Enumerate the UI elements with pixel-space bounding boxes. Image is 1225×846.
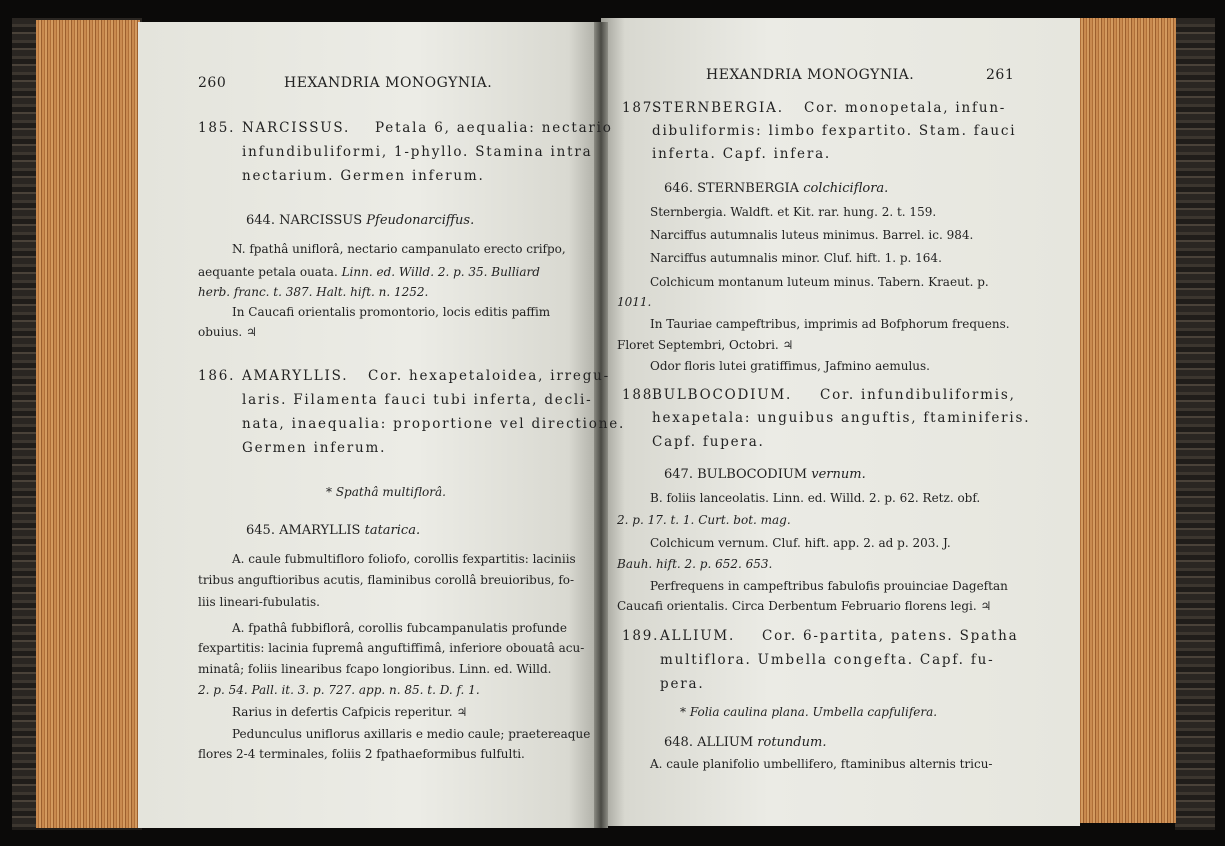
subgroup-heading: * Folia caulina plana. Umbella capfulifera. (680, 705, 938, 719)
genus-description-line: Cor. hexapetaloidea, irregu- (368, 368, 610, 384)
genus-description-line: inferta. Capf. infera. (652, 146, 832, 162)
genus-description-line: Germen inferum. (242, 440, 387, 456)
genus-description-line: Cor. 6-partita, patens. Spatha (762, 628, 1019, 644)
species-text-line: Rarius in defertis Cafpicis reperitur. ♃ (232, 705, 468, 719)
species-text-line: aequante petala ouata. Linn. ed. Willd. 2. p. 35. Bulliard (198, 265, 540, 279)
genus-description-line: hexapetala: unguibus anguftis, ftaminiferis. (652, 410, 1031, 426)
species-text-line: Floret Septembri, Octobri. ♃ (617, 338, 794, 352)
genus-description-line: Cor. infundibuliformis, (820, 387, 1016, 403)
page-edges-right (1072, 18, 1176, 823)
species-text-line: Perfrequens in campeftribus fabulofis prouinciae Dageftan (650, 579, 1008, 593)
genus-number: 189. (622, 628, 660, 644)
species-text-line: Narciffus autumnalis luteus minimus. Barrel. ic. 984. (650, 228, 974, 242)
genus-number: 188. (622, 387, 660, 403)
species-text-line: Narciffus autumnalis minor. Cluf. hift. 1. p. 164. (650, 251, 942, 265)
left-page-number: 260 (198, 75, 227, 91)
species-text-line: Sternbergia. Waldft. et Kit. rar. hung. 2. t. 159. (650, 205, 937, 219)
genus-description-line: Petala 6, aequalia: nectario (375, 120, 613, 136)
genus-name: NARCISSUS. (242, 120, 351, 136)
genus-description-line: dibuliformis: limbo fexpartito. Stam. fauci (652, 123, 1017, 139)
species-text-line: Caucafi orientalis. Circa Derbentum Februario florens legi. ♃ (617, 599, 992, 613)
genus-description-line: infundibuliformi, 1-phyllo. Stamina intra (242, 144, 593, 160)
species-text-line: In Tauriae campeftribus, imprimis ad Bofphorum frequens. (650, 317, 1010, 331)
species-text-line: fexpartitis: lacinia fupremâ anguftiffimâ, inferiore obouatâ acu- (198, 641, 585, 655)
right-page-number: 261 (986, 67, 1015, 83)
genus-description-line: multiflora. Umbella congefta. Capf. fu- (660, 652, 995, 668)
species-text-line: liis lineari-fubulatis. (198, 595, 320, 609)
species-text-line: In Caucafi orientalis promontorio, locis editis paffim (232, 305, 551, 319)
species-text-line: 2. p. 17. t. 1. Curt. bot. mag. (617, 513, 791, 527)
species-text-line: Odor floris lutei gratiffimus, Jafmino aemulus. (650, 359, 930, 373)
species-text-line: Bauh. hift. 2. p. 652. 653. (617, 557, 773, 571)
species-heading: 645. AMARYLLIS tatarica. (246, 523, 421, 538)
genus-description-line: nectarium. Germen inferum. (242, 168, 485, 184)
species-text-line: N. fpathâ uniflorâ, nectario campanulato erecto crifpo, (232, 242, 566, 256)
genus-description-line: Capf. fupera. (652, 434, 765, 450)
right-running-head: HEXANDRIA MONOGYNIA. (706, 67, 915, 83)
genus-name: AMARYLLIS. (242, 368, 349, 384)
book-cover-right (1175, 18, 1215, 830)
species-heading: 647. BULBOCODIUM vernum. (664, 467, 866, 482)
genus-number: 186. (198, 368, 236, 384)
species-text-line: herb. franc. t. 387. Halt. hift. n. 1252. (198, 285, 429, 299)
genus-number: 187. (622, 100, 660, 116)
species-text-line: flores 2-4 terminales, foliis 2 fpathaeformibus fulfulti. (198, 747, 525, 761)
species-text-line: Pedunculus uniflorus axillaris e medio caule; praetereaque (232, 727, 591, 741)
species-text-line: 1011. (617, 295, 652, 309)
genus-name: BULBOCODIUM. (652, 387, 793, 403)
genus-description-line: laris. Filamenta fauci tubi inferta, decli- (242, 392, 593, 408)
species-text-line: Colchicum vernum. Cluf. hift. app. 2. ad p. 203. J. (650, 536, 951, 550)
species-text-line: A. caule planifolio umbellifero, ftaminibus alternis tricu- (650, 757, 993, 771)
species-text-line: minatâ; foliis linearibus fcapo longioribus. Linn. ed. Willd. (198, 662, 552, 676)
page-edges-left (36, 20, 140, 828)
species-text-line: A. fpathâ fubbiflorâ, corollis fubcampanulatis profunde (232, 621, 567, 635)
genus-description-line: Cor. monopetala, infun- (804, 100, 1007, 116)
left-running-head: HEXANDRIA MONOGYNIA. (284, 75, 493, 91)
species-text-line: 2. p. 54. Pall. it. 3. p. 727. app. n. 85. t. D. f. 1. (198, 683, 480, 697)
genus-description-line: nata, inaequalia: proportione vel directione. (242, 416, 626, 432)
genus-name: ALLIUM. (660, 628, 736, 644)
species-text-line: B. foliis lanceolatis. Linn. ed. Willd. 2. p. 62. Retz. obf. (650, 491, 981, 505)
species-text-line: A. caule fubmultifloro foliofo, corollis fexpartitis: laciniis (232, 552, 576, 566)
genus-name: STERNBERGIA. (652, 100, 784, 116)
species-text-line: obuius. ♃ (198, 325, 257, 339)
subgroup-heading: * Spathâ multiflorâ. (326, 485, 446, 499)
species-heading: 644. NARCISSUS Pfeudonarciffus. (246, 213, 475, 228)
species-text-line: Colchicum montanum luteum minus. Tabern. Kraeut. p. (650, 275, 989, 289)
genus-description-line: pera. (660, 676, 705, 692)
species-heading: 648. ALLIUM rotundum. (664, 735, 827, 750)
genus-number: 185. (198, 120, 236, 136)
species-text-line: tribus anguftioribus acutis, flaminibus corollâ breuioribus, fo- (198, 573, 575, 587)
species-heading: 646. STERNBERGIA colchiciflora. (664, 181, 889, 196)
